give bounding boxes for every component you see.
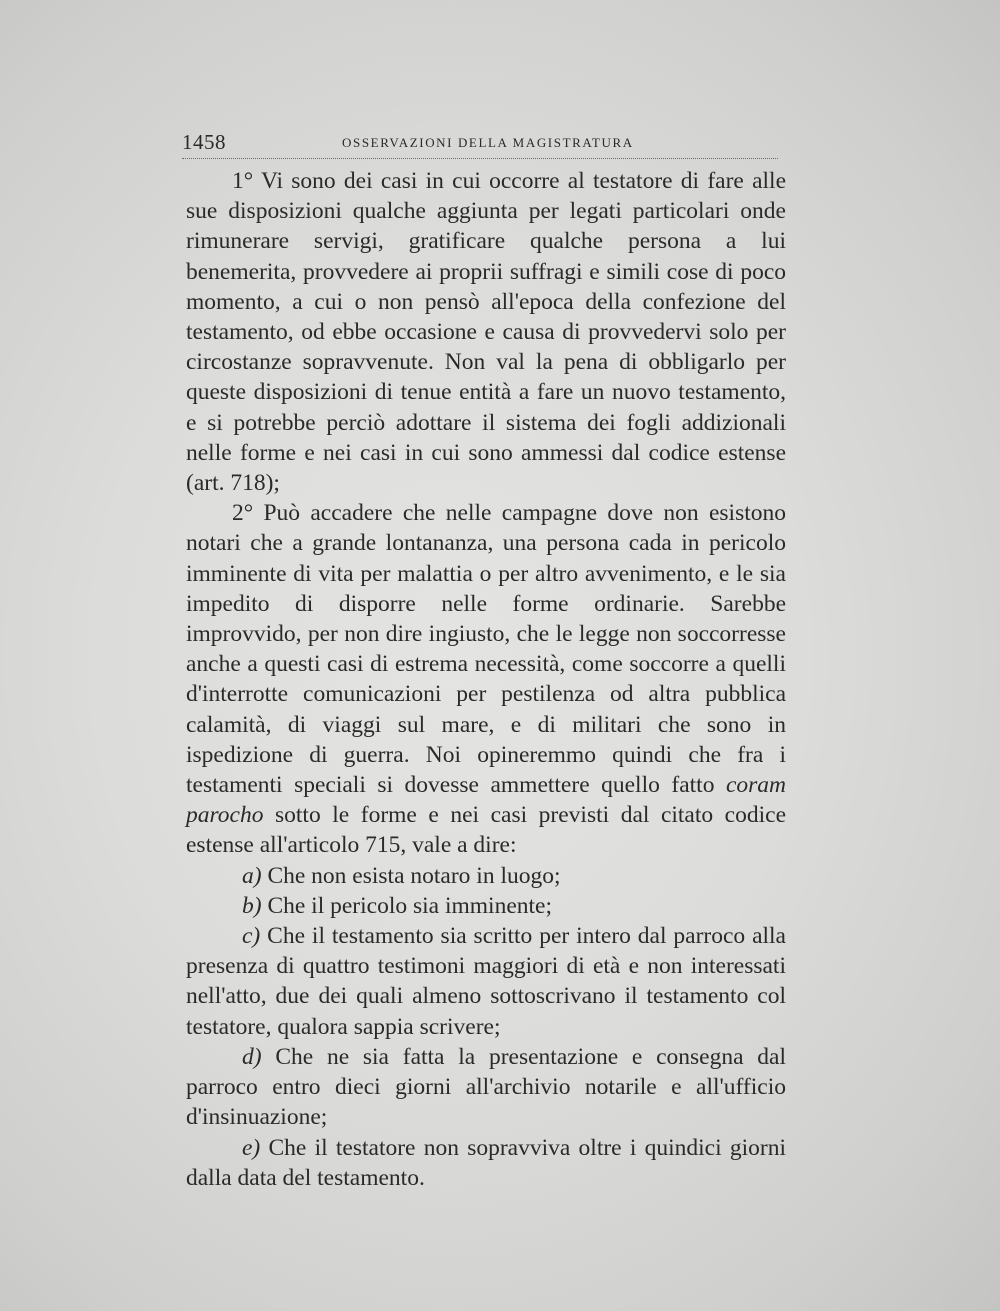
paragraph-2-text: 2° Può accadere che nelle campagne dove non esistono notari che a grande lontananza, una persona cada in pericolo imminente di vita per malattia o per altro avvenimento, e le sia impedito di disporre nelle forme ordinarie. Sarebbe improvvido, per non dire ingiusto, che le legge non soccorresse anche a questi casi di estrema necessità, come soccorre a quelli d'interrotte comunicazioni per pestilenza od altra pubblica calamità, di viaggi sul mare, e di militari che sono in ispedizione di guerra. Noi opineremmo quindi che fra i testamenti speciali si dovesse ammettere quello fatto — [186, 500, 786, 799]
list-item-text: Che il pericolo sia imminente; — [261, 892, 553, 919]
list-item-label: e) — [242, 1134, 261, 1161]
list-item-text: Che il testatore non sopravviva oltre i quindici giorni dalla data del testamento. — [186, 1134, 786, 1191]
list-item-text: Che non esista notaro in luogo; — [261, 862, 561, 889]
paragraph-1: 1° Vi sono dei casi in cui occorre al testatore di fare alle sue disposizioni qualche aggiunta per legati particolari onde rimunerare servigi, gratificare qualche persona a lui benemerita, provvedere ai proprii suffragi e simili cose di poco momento, a cui o non pensò all'epoca della confezione del testamento, od ebbe occasione e causa di provvedervi solo per circostanze sopravvenute. Non val la pena di obbligarlo per queste disposizioni di tenue entità a fare un nuovo testamento, e si potrebbe perciò adottare il sistema dei fogli addizionali nelle forme e nei casi in cui sono ammessi dal codice estense (art. 718); — [186, 168, 786, 497]
list-item-d — [186, 1042, 786, 1133]
paragraph-2-text-continued: sotto le forme e nei casi previsti dal citato codice estense all'articolo 715, vale a dire: — [186, 802, 786, 859]
running-title: OSSERVAZIONI DELLA MAGISTRATURA — [342, 135, 634, 150]
body-text — [186, 166, 786, 1193]
list-item-b — [186, 891, 786, 921]
list-item-label: c) — [242, 923, 261, 950]
paragraph-2 — [186, 498, 786, 860]
list-item-label: d) — [242, 1043, 262, 1070]
list-item-a — [186, 861, 786, 891]
list-item-label: a) — [242, 862, 262, 889]
list-item-e — [186, 1133, 786, 1193]
list-item-c — [186, 921, 786, 1042]
list-item-text: Che ne sia fatta la presentazione e consegna dal parroco entro dieci giorni all'archivio notarile e all'ufficio d'insinuazione; — [186, 1043, 786, 1131]
page-number: 1458 — [182, 130, 226, 154]
list-item-text: Che il testamento sia scritto per intero dal parroco alla presenza di quattro testimoni maggiori di età e non interessati nell'atto, due dei quali almeno sottoscrivano il testamento col testatore, qualora sappia scrivere; — [186, 923, 786, 1040]
running-head — [182, 130, 778, 159]
list-item-label: b) — [242, 892, 262, 919]
paragraph-2-latin-phrase: coram parocho — [186, 772, 786, 829]
